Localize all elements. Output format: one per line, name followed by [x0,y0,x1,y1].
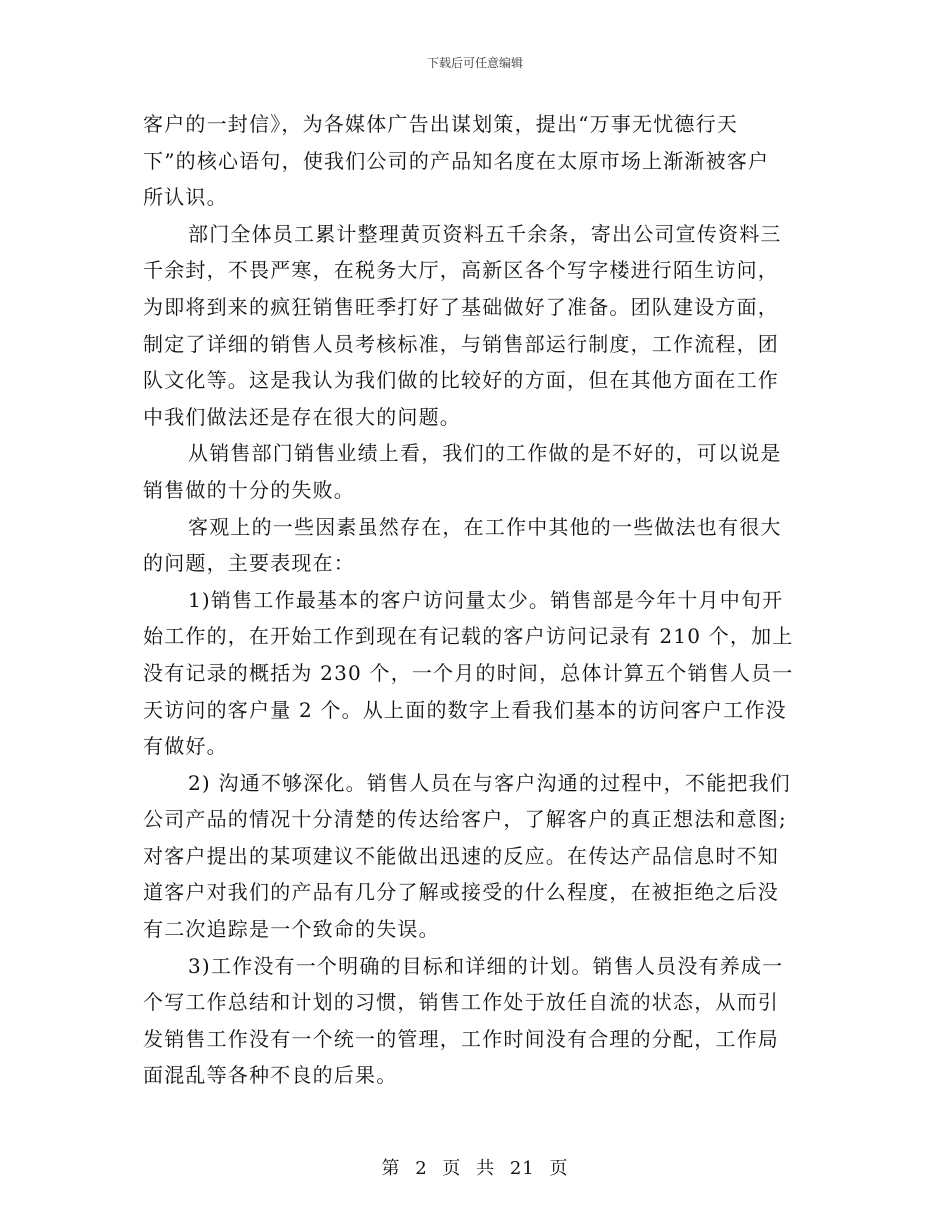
text-line: 制定了详细的销售人员考核标准，与销售部运行制度，工作流程，团 [143,331,779,356]
text-line: 发销售工作没有一个统一的管理，工作时间没有合理的分配，工作局 [143,1026,779,1051]
text-line: 3)工作没有一个明确的目标和详细的计划。销售人员没有养成一 [188,953,784,978]
text-line: 个写工作总结和计划的习惯，销售工作处于放任自流的状态，从而引 [143,990,779,1015]
text-line: 从销售部门销售业绩上看，我们的工作做的是不好的，可以说是 [188,441,782,466]
text-line: 客观上的一些因素虽然存在，在工作中其他的一些做法也有很大 [188,514,782,539]
text-line: 所认识。 [143,185,228,210]
text-line: 下”的核心语句，使我们公司的产品知名度在太原市场上渐渐被客户 [143,148,770,173]
text-line: 公司产品的情况十分清楚的传达给客户，了解客户的真正想法和意图; [143,807,787,832]
page-footer: 第 2 页 共 21 页 [381,1158,569,1179]
text-line: 道客户对我们的产品有几分了解或接受的什么程度，在被拒绝之后没 [143,880,779,905]
text-line: 为即将到来的疯狂销售旺季打好了基础做好了准备。团队建设方面， [143,294,779,319]
text-line: 销售做的十分的失败。 [143,477,355,502]
text-line: 面混乱等各种不良的后果。 [143,1063,398,1088]
text-line: 客户的一封信》，为各媒体广告出谋划策，提出“万事无忧德行天 [143,112,739,136]
text-line: 有做好。 [143,734,228,759]
text-line: 始工作的，在开始工作到现在有记载的客户访问记录有 210 个，加上 [143,624,794,649]
page-header: 下载后可任意编辑 [426,56,523,70]
text-line: 中我们做法还是存在很大的问题。 [143,404,461,429]
text-line: 队文化等。这是我认为我们做的比较好的方面，但在其他方面在工作 [143,368,779,393]
text-line: 千余封，不畏严寒，在税务大厅，高新区各个写字楼进行陌生访问， [143,258,779,283]
text-line: 2) 沟通不够深化。销售人员在与客户沟通的过程中，不能把我们 [188,770,791,795]
document-body [143,106,813,1094]
text-line: 的问题，主要表现在： [143,551,355,576]
text-line: 有二次追踪是一个致命的失误。 [143,917,440,942]
text-line: 没有记录的概括为 230 个，一个月的时间，总体计算五个销售人员一 [143,660,794,685]
text-line: 对客户提出的某项建议不能做出迅速的反应。在传达产品信息时不知 [143,843,779,868]
text-line: 部门全体员工累计整理黄页资料五千余条，寄出公司宣传资料三 [188,221,782,246]
text-line: 1)销售工作最基本的客户访问量太少。销售部是今年十月中旬开 [188,587,784,612]
text-line: 天访问的客户量 2 个。从上面的数字上看我们基本的访问客户工作没 [143,697,787,722]
